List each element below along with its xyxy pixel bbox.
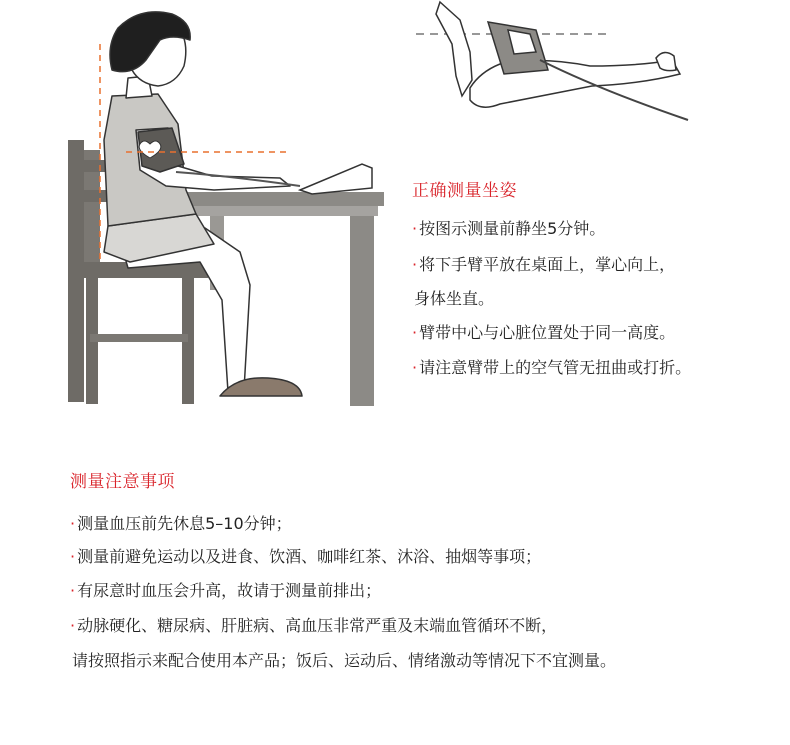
notes-item <box>70 547 541 567</box>
bullet: · <box>412 323 418 342</box>
posture-item-text: 身体坐直。 <box>414 289 495 308</box>
notes-item <box>70 616 557 636</box>
notes-item-text: 请按照指示来配合使用本产品；饭后、运动后、情绪激动等情况下不宜测量。 <box>72 651 617 670</box>
posture-item <box>412 219 605 239</box>
cuff-detail-illustration <box>416 2 688 120</box>
posture-item-text: 请注意臂带上的空气管无扭曲或打折。 <box>419 358 692 377</box>
table <box>176 192 384 406</box>
notes-item-continuation <box>70 651 616 671</box>
bullet: · <box>412 255 418 274</box>
posture-item-text: 按图示测量前静坐5分钟。 <box>419 219 606 238</box>
bullet: · <box>70 616 76 635</box>
bullet: · <box>412 358 418 377</box>
notes-item-text: 动脉硬化、糖尿病、肝脏病、高血压非常严重及末端血管循环不断， <box>77 616 558 635</box>
posture-heading: 正确测量坐姿 <box>412 181 517 201</box>
posture-item-continuation <box>412 289 494 309</box>
notes-heading: 测量注意事项 <box>70 472 175 492</box>
posture-item <box>412 255 675 275</box>
bullet: · <box>70 514 76 533</box>
notes-item-text: 测量血压前先休息5–10分钟； <box>77 514 292 533</box>
posture-item <box>412 323 675 343</box>
notes-item <box>70 514 292 534</box>
bullet: · <box>70 581 76 600</box>
bullet: · <box>412 219 418 238</box>
notes-item <box>70 581 381 601</box>
notes-item-text: 有尿意时血压会升高，故请于测量前排出； <box>77 581 382 600</box>
notes-item-text: 测量前避免运动以及进食、饮酒、咖啡红茶、沐浴、抽烟等事项； <box>77 547 542 566</box>
posture-item-text: 将下手臂平放在桌面上，掌心向上， <box>419 255 676 274</box>
bullet: · <box>70 547 76 566</box>
posture-item-text: 臂带中心与心脏位置处于同一高度。 <box>419 323 676 342</box>
posture-item <box>412 358 691 378</box>
